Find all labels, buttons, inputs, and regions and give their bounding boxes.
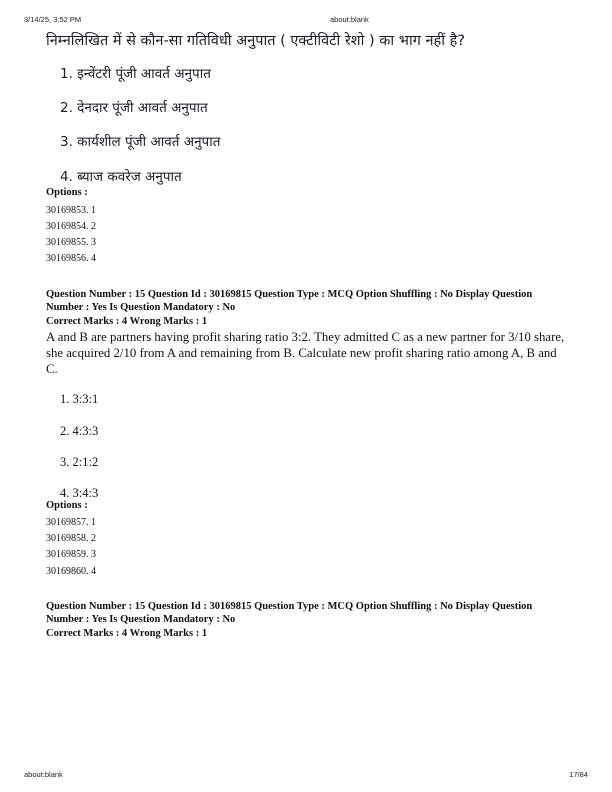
page-number: 17/84: [569, 770, 588, 779]
option-id: 30169857. 1: [46, 517, 96, 528]
option-id: 30169854. 2: [46, 221, 96, 232]
print-datetime: 3/14/25, 3:52 PM: [24, 15, 82, 24]
print-url: about:blank: [330, 15, 369, 24]
option-id: 30169856. 4: [46, 253, 96, 264]
footer-url: about:blank: [24, 770, 63, 779]
question-marks: Correct Marks : 4 Wrong Marks : 1: [46, 316, 208, 327]
question-meta: Question Number : 15 Question Id : 30169815 Question Type : MCQ Option Shuffling : No Display Question Number : Yes Is Question Mandatory : No: [46, 289, 533, 313]
hindi-choice-4: 4. ब्याज कवरेज अनुपात: [60, 169, 182, 185]
choice-2: 2. 4:3:3: [60, 424, 99, 438]
choice-4: 4. 3:4:3: [60, 486, 99, 500]
options-label: Options :: [46, 187, 88, 198]
question-text: A and B are partners having profit sharing ratio 3:2. They admitted C as a new partner for 3/10 share, she acquired 2/10 from A and remaining from B. Calculate new profit sharing ratio among A, B and C.: [46, 330, 565, 376]
hindi-choice-1: 1. इन्वेंटरी पूंजी आवर्त अनुपात: [60, 66, 211, 82]
option-id: 30169860. 4: [46, 566, 96, 577]
hindi-question-text: निम्नलिखित में से कौन-सा गतिविधी अनुपात ( एक्टीविटी रेशो ) का भाग नहीं है?: [46, 33, 466, 49]
option-id: 30169855. 3: [46, 237, 96, 248]
options-label: Options :: [46, 500, 88, 511]
hindi-choice-2: 2. देनदार पूंजी आवर्त अनुपात: [60, 100, 208, 116]
choice-1: 1. 3:3:1: [60, 392, 99, 406]
option-id: 30169853. 1: [46, 205, 96, 216]
hindi-choice-3: 3. कार्यशील पूंजी आवर्त अनुपात: [60, 134, 221, 150]
question-meta: Question Number : 15 Question Id : 30169815 Question Type : MCQ Option Shuffling : No Display Question Number : Yes Is Question Mandatory : No: [46, 601, 533, 625]
option-id: 30169859. 3: [46, 549, 96, 560]
option-id: 30169858. 2: [46, 533, 96, 544]
question-marks: Correct Marks : 4 Wrong Marks : 1: [46, 628, 208, 639]
choice-3: 3. 2:1:2: [60, 455, 99, 469]
